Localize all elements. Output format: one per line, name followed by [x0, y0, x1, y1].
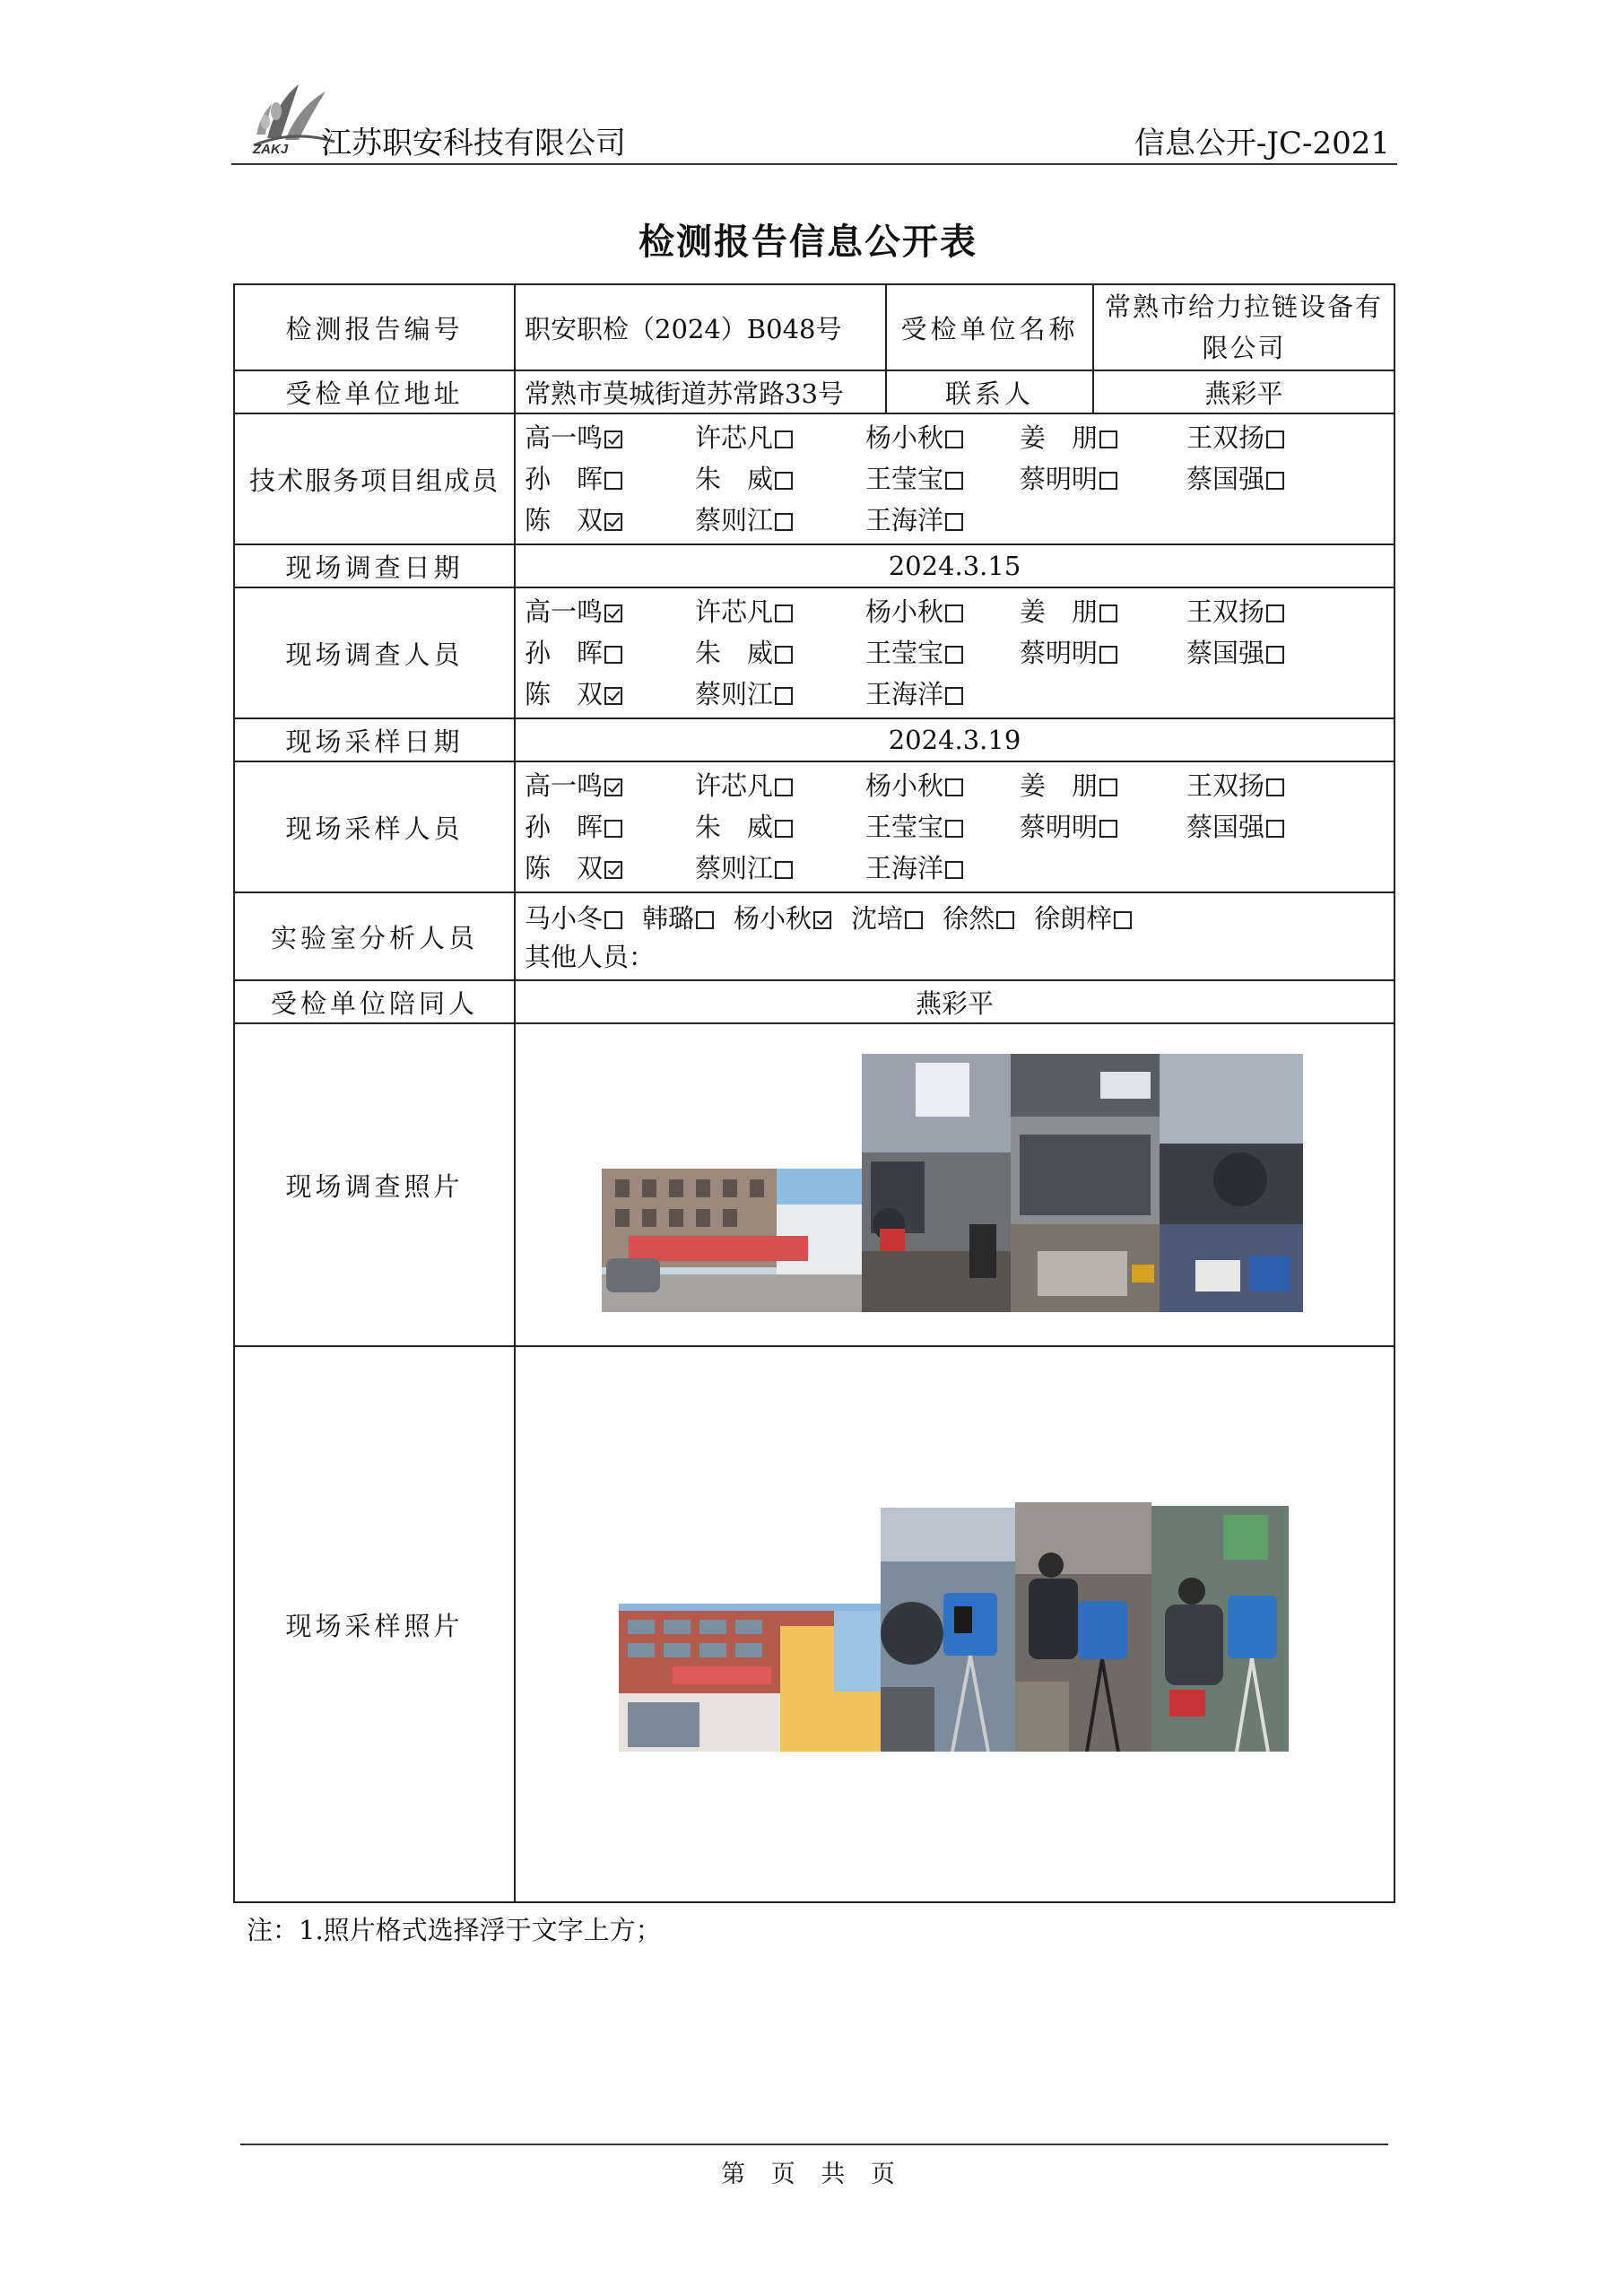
member-name: 蔡明明: [1020, 464, 1099, 494]
member-checkbox[interactable]: [775, 687, 793, 705]
member-checkbox[interactable]: [775, 430, 793, 448]
survey-photos-label: 现场调查照片: [234, 1023, 515, 1346]
lab-member-item: [943, 898, 1014, 939]
sample-photo-sampler-3: [1151, 1506, 1289, 1752]
member-name: 朱 威: [695, 464, 774, 494]
member-checkbox[interactable]: [945, 604, 963, 622]
member-name: 王海洋: [865, 853, 944, 883]
unit-name-value: 常熟市给力拉链设备有限公司: [1093, 284, 1394, 370]
member-item: [695, 461, 865, 497]
member-checkbox[interactable]: [1099, 430, 1117, 448]
lab-member-checkbox[interactable]: [813, 911, 831, 929]
member-name: 姜 朋: [1020, 596, 1099, 627]
member-name: 陈 双: [525, 505, 604, 535]
member-name: 朱 威: [695, 638, 774, 668]
lab-member-name: 徐朗梓: [1034, 903, 1113, 934]
lab-member-item: [642, 898, 714, 939]
lab-member-item: [734, 898, 831, 939]
member-item: [525, 461, 695, 497]
lab-member-item: [1034, 898, 1132, 939]
member-item: [695, 594, 865, 630]
survey-photo-workshop-3: [1160, 1054, 1303, 1312]
member-item: [865, 635, 1020, 671]
member-name: 王海洋: [865, 679, 944, 709]
table-row: [234, 1023, 1394, 1346]
member-checkbox[interactable]: [1266, 820, 1284, 838]
member-checkbox[interactable]: [775, 820, 793, 838]
lab-staff-members: [525, 898, 1385, 939]
member-item: [1020, 809, 1186, 845]
lab-staff-label: 实验室分析人员: [234, 892, 515, 980]
unit-address-value: 常熟市莫城街道苏常路33号: [515, 370, 886, 413]
member-item: [525, 635, 695, 671]
member-item: [1020, 635, 1186, 671]
member-item: [1186, 594, 1357, 630]
member-name: 王莹宝: [865, 638, 944, 668]
lab-member-name: 杨小秋: [734, 903, 812, 934]
member-checkbox[interactable]: [775, 646, 793, 664]
member-checkbox[interactable]: [604, 430, 622, 448]
lab-member-item: [525, 898, 622, 939]
member-name: 王莹宝: [865, 464, 944, 494]
sample-photo-sampler-2: [1015, 1502, 1151, 1752]
member-name: 孙 晖: [525, 812, 604, 842]
table-row: [234, 761, 1394, 892]
table-row: [234, 718, 1394, 761]
member-checkbox[interactable]: [1266, 472, 1284, 490]
survey-photo-workshop-2: [1011, 1054, 1160, 1312]
member-name: 杨小秋: [865, 596, 944, 627]
member-checkbox[interactable]: [775, 861, 793, 879]
company-name: 江苏职安科技有限公司: [321, 126, 626, 161]
sample-photo-sampler-1: [881, 1508, 1015, 1752]
member-item: [1186, 809, 1357, 845]
survey-staff-label: 现场调查人员: [234, 587, 515, 718]
survey-photos: [516, 1025, 1394, 1344]
header-divider: [231, 163, 1397, 165]
member-item: [865, 850, 1020, 886]
member-checkbox[interactable]: [945, 513, 963, 531]
member-item: [865, 461, 1020, 497]
member-checkbox[interactable]: [1099, 778, 1117, 796]
member-checkbox[interactable]: [604, 472, 622, 490]
member-name: 朱 威: [695, 812, 774, 842]
unit-name-label: 受检单位名称: [886, 284, 1093, 370]
member-checkbox[interactable]: [945, 778, 963, 796]
note-text: 注：1.照片格式选择浮于文字上方；: [247, 1915, 662, 1945]
survey-staff-members: [525, 588, 1385, 718]
member-checkbox[interactable]: [945, 861, 963, 879]
member-item: [525, 420, 695, 456]
unit-address-label: 受检单位地址: [234, 370, 515, 413]
member-checkbox[interactable]: [945, 430, 963, 448]
table-row: [234, 544, 1394, 587]
member-name: 孙 晖: [525, 464, 604, 494]
sample-photos: [516, 1348, 1394, 1900]
member-item: [525, 809, 695, 845]
member-name: 姜 朋: [1020, 422, 1099, 453]
sample-staff-members: [525, 762, 1385, 891]
member-name: 蔡则江: [695, 679, 774, 709]
member-checkbox[interactable]: [945, 472, 963, 490]
lab-member-checkbox[interactable]: [996, 911, 1014, 929]
contact-label: 联系人: [886, 370, 1093, 413]
page-footer: 第 页 共 页: [721, 2161, 895, 2188]
escort-label: 受检单位陪同人: [234, 980, 515, 1023]
lab-member-name: 马小冬: [525, 903, 604, 934]
member-item: [865, 594, 1020, 630]
member-checkbox[interactable]: [1099, 646, 1117, 664]
member-name: 姜 朋: [1020, 770, 1099, 801]
survey-photo-workshop-1: [862, 1054, 1011, 1312]
table-row: [234, 284, 1394, 370]
member-item: [865, 768, 1020, 804]
member-item: [695, 850, 865, 886]
member-checkbox[interactable]: [945, 687, 963, 705]
member-checkbox[interactable]: [1266, 778, 1284, 796]
member-name: 王双扬: [1186, 770, 1265, 801]
member-item: [695, 768, 865, 804]
member-item: [865, 502, 1020, 538]
member-checkbox[interactable]: [775, 513, 793, 531]
lab-member-name: 徐然: [943, 903, 995, 934]
member-checkbox[interactable]: [604, 778, 622, 796]
contact-value: 燕彩平: [1093, 370, 1394, 413]
member-item: [525, 594, 695, 630]
member-checkbox[interactable]: [1266, 646, 1284, 664]
member-item: [1020, 461, 1186, 497]
member-name: 高一鸣: [525, 596, 604, 627]
member-name: 高一鸣: [525, 422, 604, 453]
member-checkbox[interactable]: [604, 861, 622, 879]
tech-team-label: 技术服务项目组成员: [234, 413, 515, 544]
lab-member-checkbox[interactable]: [905, 911, 923, 929]
member-name: 陈 双: [525, 679, 604, 709]
member-item: [695, 420, 865, 456]
member-checkbox[interactable]: [945, 820, 963, 838]
member-name: 孙 晖: [525, 638, 604, 668]
table-row: [234, 587, 1394, 718]
lab-member-checkbox[interactable]: [1114, 911, 1132, 929]
member-item: [525, 768, 695, 804]
report-no-label: 检测报告编号: [234, 284, 515, 370]
lab-member-item: [851, 898, 923, 939]
member-item: [695, 502, 865, 538]
member-item: [1020, 594, 1186, 630]
report-no-value: 职安职检（2024）B048号: [515, 284, 886, 370]
member-item: [525, 850, 695, 886]
member-item: [1186, 635, 1357, 671]
member-name: 蔡则江: [695, 505, 774, 535]
member-checkbox[interactable]: [1099, 604, 1117, 622]
survey-date-value: 2024.3.15: [515, 544, 1394, 587]
member-checkbox[interactable]: [1266, 604, 1284, 622]
member-name: 蔡国强: [1186, 464, 1265, 494]
member-checkbox[interactable]: [945, 646, 963, 664]
member-name: 蔡国强: [1186, 638, 1265, 668]
member-name: 蔡明明: [1020, 812, 1099, 842]
member-item: [865, 809, 1020, 845]
member-name: 王双扬: [1186, 596, 1265, 627]
lab-member-checkbox[interactable]: [604, 911, 622, 929]
sample-date-value: 2024.3.19: [515, 718, 1394, 761]
page-title: 检测报告信息公开表: [639, 221, 977, 263]
member-checkbox[interactable]: [1266, 430, 1284, 448]
member-checkbox[interactable]: [604, 604, 622, 622]
member-checkbox[interactable]: [604, 687, 622, 705]
table-row: [234, 980, 1394, 1023]
member-name: 蔡明明: [1020, 638, 1099, 668]
member-item: [865, 676, 1020, 712]
sample-photo-building: [619, 1604, 881, 1752]
member-checkbox[interactable]: [1099, 472, 1117, 490]
sample-staff-label: 现场采样人员: [234, 761, 515, 892]
member-item: [525, 502, 695, 538]
member-name: 高一鸣: [525, 770, 604, 801]
table-row: [234, 413, 1394, 544]
member-checkbox[interactable]: [775, 472, 793, 490]
survey-photo-building: [602, 1169, 862, 1312]
lab-member-checkbox[interactable]: [696, 911, 714, 929]
member-name: 许芯凡: [695, 422, 774, 453]
page-header: [231, 63, 1397, 166]
member-item: [525, 676, 695, 712]
member-item: [1020, 420, 1186, 456]
member-checkbox[interactable]: [604, 646, 622, 664]
member-item: [1186, 768, 1357, 804]
member-name: 许芯凡: [695, 770, 774, 801]
lab-member-name: 韩璐: [642, 903, 695, 934]
member-item: [695, 635, 865, 671]
member-item: [865, 420, 1020, 456]
lab-member-name: 沈培: [851, 903, 904, 934]
escort-value: 燕彩平: [515, 980, 1394, 1023]
sample-photos-label: 现场采样照片: [234, 1346, 515, 1902]
member-name: 王莹宝: [865, 812, 944, 842]
member-name: 王双扬: [1186, 422, 1265, 453]
member-name: 蔡国强: [1186, 812, 1265, 842]
member-item: [1020, 768, 1186, 804]
member-checkbox[interactable]: [604, 820, 622, 838]
member-checkbox[interactable]: [604, 513, 622, 531]
member-item: [695, 676, 865, 712]
member-name: 杨小秋: [865, 770, 944, 801]
document-number: 信息公开-JC-2021: [1134, 126, 1390, 161]
member-item: [695, 809, 865, 845]
table-row: [234, 370, 1394, 413]
tech-team-members: [525, 414, 1385, 544]
table-row: [234, 892, 1394, 980]
member-name: 蔡则江: [695, 853, 774, 883]
table-row: [234, 1346, 1394, 1902]
member-item: [1186, 461, 1357, 497]
survey-date-label: 现场调查日期: [234, 544, 515, 587]
member-name: 许芯凡: [695, 596, 774, 627]
member-name: 王海洋: [865, 505, 944, 535]
member-item: [1186, 420, 1357, 456]
member-checkbox[interactable]: [775, 604, 793, 622]
member-checkbox[interactable]: [775, 778, 793, 796]
member-name: 陈 双: [525, 853, 604, 883]
sample-date-label: 现场采样日期: [234, 718, 515, 761]
footer-divider: [240, 2144, 1388, 2145]
logo-text: ZAKJ: [253, 142, 289, 157]
disclosure-table: [233, 283, 1395, 1903]
other-staff-label: 其他人员：: [525, 942, 656, 972]
member-checkbox[interactable]: [1099, 820, 1117, 838]
member-name: 杨小秋: [865, 422, 944, 453]
